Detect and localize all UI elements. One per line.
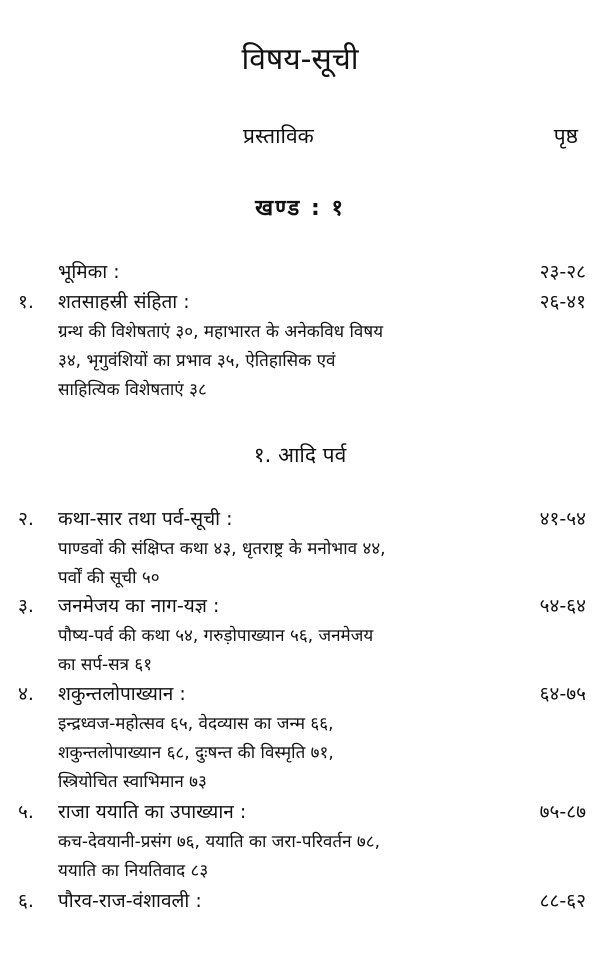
entry-subtopics [58,318,528,405]
subtopic-line: स्त्रियोचित स्वाभिमान ७३ [58,772,207,792]
entry-pages: ५४-६४ [539,595,586,617]
subtopic-line: पर्वों की सूची ५० [58,568,160,588]
entry-heading: शकुन्तलोपाख्यान : [58,683,186,705]
subtopic-line: ३४, भृगुवंशियों का प्रभाव ३५, ऐतिहासिक एवं [58,351,336,371]
entry-number: ५. [18,801,34,823]
entry-pages: ७५-८७ [539,801,586,823]
entry-number: ४. [18,683,34,705]
subtopic-line: इन्द्रध्वज-महोत्सव ६५, वेदव्यास का जन्म ६६, [58,714,334,734]
entry-subtopics [58,622,528,680]
entry-number: ६. [18,890,34,912]
entry-heading: भूमिका : [58,261,120,283]
entry-heading: जनमेजय का नाग-यज्ञ : [58,595,220,617]
entry-pages: २६-४१ [539,291,586,313]
subtopic-line: कच-देवयानी-प्रसंग ७६, ययाति का जरा-परिवर्तन ७८, [58,832,380,852]
subtopic-line: पौष्य-पर्व की कथा ५४, गरुड़ोपाख्यान ५६, जनमेजय [58,626,374,646]
entry-subtopics [58,535,528,593]
entry-subtopics [58,710,528,797]
subtopic-line: का सर्प-सत्र ६१ [58,655,153,675]
subtopic-line: शकुन्तलोपाख्यान ६८, दुःषन्त की विस्मृति ७१, [58,743,334,763]
entry-subtopics [58,828,528,886]
preface-heading: प्रस्ताविक [243,124,314,148]
entry-number: ३. [18,595,34,617]
entry-heading: राजा ययाति का उपाख्यान : [58,801,247,823]
section-part-heading: १. आदि पर्व [253,443,347,467]
subtopic-line: साहित्यिक विशेषताएं ३८ [58,380,207,400]
section-khand-heading: खण्ड : १ [255,196,345,221]
subtopic-line: पाण्डवों की संक्षिप्त कथा ४३, धृतराष्ट्र के मनोभाव ४४, [58,539,386,559]
entry-pages: ४१-५४ [539,508,586,530]
entry-number: १. [18,291,34,313]
subtopic-line: ययाति का नियतिवाद ८३ [58,861,209,881]
entry-pages: २३-२८ [539,261,586,283]
subtopic-line: ग्रन्थ की विशेषताएं ३०, महाभारत के अनेकविध विषय [58,322,384,342]
entry-heading: शतसाहस्री संहिता : [58,291,190,313]
entry-heading: कथा-सार तथा पर्व-सूची : [58,508,233,530]
entry-heading: पौरव-राज-वंशावली : [58,890,202,912]
page-column-heading: पृष्ठ [553,124,578,148]
page-title: विषय-सूची [241,42,359,77]
entry-number: २. [18,508,34,530]
entry-pages: ८८-६२ [539,890,586,912]
entry-pages: ६४-७५ [539,683,586,705]
